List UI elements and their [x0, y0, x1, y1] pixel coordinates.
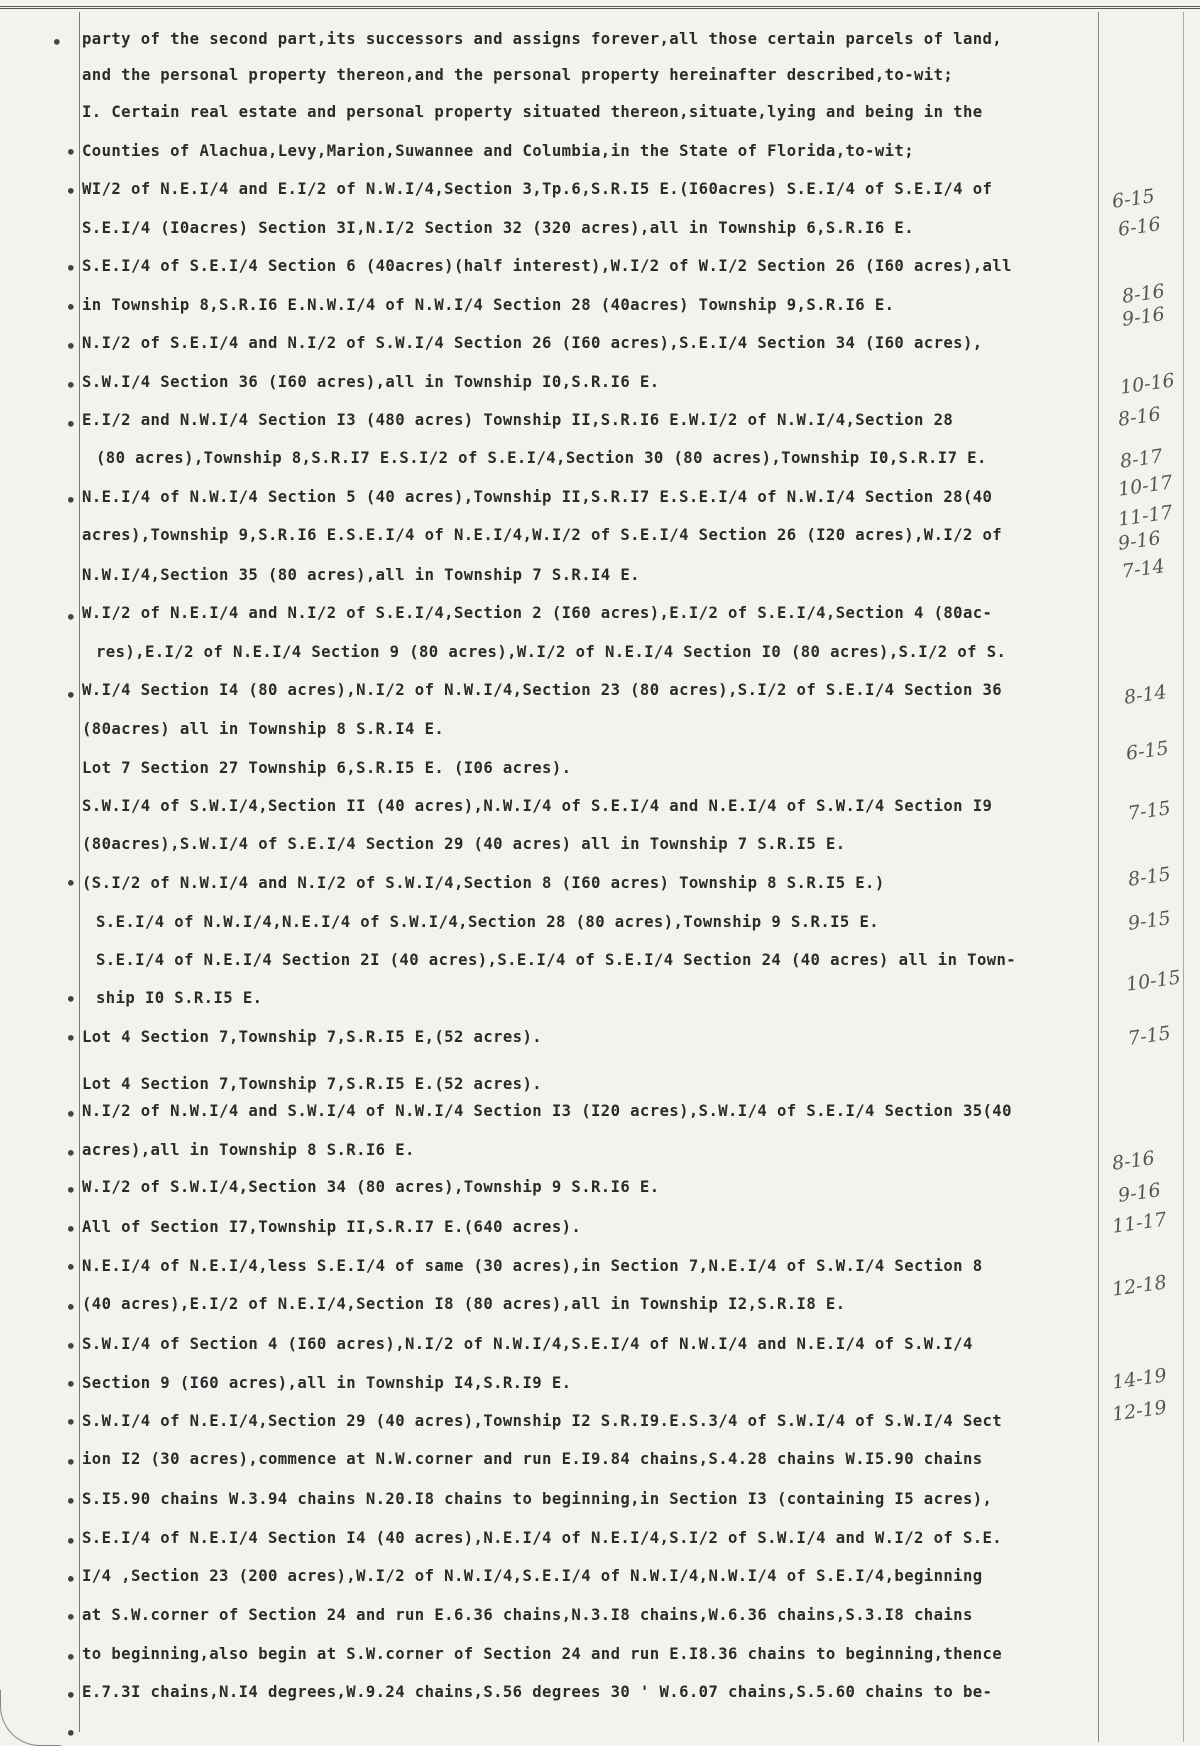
- margin-dot: •: [66, 686, 76, 705]
- margin-dot: •: [66, 143, 76, 162]
- text-line: S.E.I/4 (I0acres) Section 3I,N.I/2 Section 32 (320 acres),all in Township 6,S.R.I6 E.: [82, 219, 914, 237]
- text-line: party of the second part,its successors and assigns forever,all those certain parcels of land,: [82, 30, 1003, 48]
- text-line: and the personal property thereon,and the personal property hereinafter described,to-wit;: [82, 66, 954, 84]
- text-line: I/4 ,Section 23 (200 acres),W.I/2 of N.W.I/4,S.E.I/4 of N.W.I/4,N.W.I/4 of S.E.I/4,beginning: [82, 1567, 983, 1585]
- margin-dot: •: [52, 33, 62, 52]
- margin-dot: •: [66, 1298, 76, 1317]
- margin-dot: •: [66, 990, 76, 1009]
- margin-dot: •: [66, 1453, 76, 1472]
- margin-dot: •: [66, 491, 76, 510]
- text-line: (S.I/2 of N.W.I/4 and N.I/2 of S.W.I/4,Section 8 (I60 acres) Township 8 S.R.I5 E.): [82, 874, 885, 892]
- text-line: S.W.I/4 of S.W.I/4,Section II (40 acres),N.W.I/4 of S.E.I/4 and N.E.I/4 of S.W.I/4 Section I9: [82, 797, 993, 815]
- text-line: Lot 7 Section 27 Township 6,S.R.I5 E. (I06 acres).: [82, 759, 572, 777]
- text-line: Section 9 (I60 acres),all in Township I4,S.R.I9 E.: [82, 1374, 572, 1392]
- text-line: N.I/2 of N.W.I/4 and S.W.I/4 of N.W.I/4 Section I3 (I20 acres),S.W.I/4 of S.E.I/4 Section 35(40: [82, 1102, 1012, 1120]
- text-line: Lot 4 Section 7,Township 7,S.R.I5 E,(52 acres).: [82, 1028, 543, 1046]
- margin-note: 8-16: [1120, 280, 1167, 308]
- margin-note: 6-15: [1124, 737, 1171, 765]
- text-line: S.I5.90 chains W.3.94 chains N.20.I8 chains to beginning,in Section I3 (containing I5 acres),: [82, 1490, 993, 1508]
- margin-dot: •: [66, 1413, 76, 1432]
- margin-dot: •: [66, 1375, 76, 1394]
- margin-note: 8-14: [1122, 681, 1169, 709]
- text-line: acres),Township 9,S.R.I6 E.S.E.I/4 of N.E.I/4,W.I/2 of S.E.I/4 Section 26 (I20 acres),W.I/2 of: [82, 526, 1003, 544]
- text-line: (80acres),S.W.I/4 of S.E.I/4 Section 29 (40 acres) all in Township 7 S.R.I5 E.: [82, 835, 846, 853]
- margin-dot: •: [66, 1492, 76, 1511]
- text-line: S.E.I/4 of S.E.I/4 Section 6 (40acres)(half interest),W.I/2 of W.I/2 Section 26 (I60 acres),all: [82, 257, 1012, 275]
- margin-note: 10-15: [1124, 966, 1183, 996]
- margin-note: 8-16: [1116, 403, 1163, 431]
- margin-dot: •: [66, 1029, 76, 1048]
- margin-dot: •: [66, 1570, 76, 1589]
- margin-dot: •: [66, 1686, 76, 1705]
- text-line: S.W.I/4 of Section 4 (I60 acres),N.I/2 of N.W.I/4,S.E.I/4 of N.W.I/4 and N.E.I/4 of S.W.I/4: [82, 1335, 973, 1353]
- text-line: W.I/2 of N.E.I/4 and N.I/2 of S.E.I/4,Section 2 (I60 acres),E.I/2 of S.E.I/4,Section 4 (80ac-: [82, 604, 993, 622]
- text-line: Counties of Alachua,Levy,Marion,Suwannee and Columbia,in the State of Florida,to-wit;: [82, 142, 914, 160]
- text-line: (40 acres),E.I/2 of N.E.I/4,Section I8 (80 acres),all in Township I2,S.R.I8 E.: [82, 1295, 846, 1313]
- margin-dot: •: [66, 608, 76, 627]
- margin-dot: •: [66, 1181, 76, 1200]
- text-line: W.I/2 of S.W.I/4,Section 34 (80 acres),Township 9 S.R.I6 E.: [82, 1178, 660, 1196]
- margin-note: 7-15: [1126, 1022, 1173, 1050]
- margin-dot: •: [66, 298, 76, 317]
- margin-dot: •: [66, 1532, 76, 1551]
- text-line: S.W.I/4 of N.E.I/4,Section 29 (40 acres),Township I2 S.R.I9.E.S.3/4 of S.W.I/4 of S.W.I/4 Sect: [82, 1412, 1003, 1430]
- text-line: at S.W.corner of Section 24 and run E.6.36 chains,N.3.I8 chains,W.6.36 chains,S.3.I8 chains: [82, 1606, 973, 1624]
- text-line: I. Certain real estate and personal property situated thereon,situate,lying and being in the: [82, 103, 983, 121]
- margin-dot: •: [66, 1144, 76, 1163]
- margin-note: 14-19: [1110, 1364, 1169, 1394]
- text-line: (80 acres),Township 8,S.R.I7 E.S.I/2 of S.E.I/4,Section 30 (80 acres),Township I0,S.R.I7 E.: [96, 449, 987, 467]
- text-line: N.W.I/4,Section 35 (80 acres),all in Township 7 S.R.I4 E.: [82, 566, 640, 584]
- left-margin-rule: [79, 12, 80, 1732]
- text-line: WI/2 of N.E.I/4 and E.I/2 of N.W.I/4,Section 3,Tp.6,S.R.I5 E.(I60acres) S.E.I/4 of S.E.I/4 of: [82, 180, 993, 198]
- text-line: ship I0 S.R.I5 E.: [96, 989, 263, 1007]
- margin-note: 9-15: [1126, 907, 1173, 935]
- top-double-rule: [0, 6, 1200, 9]
- text-line: All of Section I7,Township II,S.R.I7 E.(640 acres).: [82, 1218, 582, 1236]
- page-corner-curve: [0, 1690, 61, 1746]
- outer-right-rule: [1183, 12, 1184, 1742]
- margin-dot: •: [66, 376, 76, 395]
- margin-note: 7-14: [1120, 555, 1167, 583]
- margin-note: 9-16: [1116, 1179, 1163, 1207]
- margin-note: 9-16: [1116, 527, 1163, 555]
- text-line: S.E.I/4 of N.W.I/4,N.E.I/4 of S.W.I/4,Section 28 (80 acres),Township 9 S.R.I5 E.: [96, 913, 880, 931]
- text-line: in Township 8,S.R.I6 E.N.W.I/4 of N.W.I/4 Section 28 (40acres) Township 9,S.R.I6 E.: [82, 296, 895, 314]
- text-line: N.E.I/4 of N.E.I/4,less S.E.I/4 of same (30 acres),in Section 7,N.E.I/4 of S.W.I/4 Section 8: [82, 1257, 983, 1275]
- margin-note: 8-17: [1118, 445, 1165, 473]
- text-line: ion I2 (30 acres),commence at N.W.corner and run E.I9.84 chains,S.4.28 chains W.I5.90 chains: [82, 1450, 983, 1468]
- text-line: S.E.I/4 of N.E.I/4 Section 2I (40 acres),S.E.I/4 of S.E.I/4 Section 24 (40 acres) all in Town-: [96, 951, 1017, 969]
- text-line: (80acres) all in Township 8 S.R.I4 E.: [82, 720, 445, 738]
- margin-dot: •: [66, 415, 76, 434]
- text-line: N.E.I/4 of N.W.I/4 Section 5 (40 acres),Township II,S.R.I7 E.S.E.I/4 of N.W.I/4 Section 28(40: [82, 488, 993, 506]
- margin-note: 7-15: [1126, 797, 1173, 825]
- margin-note: 11-17: [1110, 1208, 1169, 1238]
- margin-note: 10-16: [1118, 369, 1177, 399]
- margin-dot: •: [66, 1724, 76, 1743]
- text-line: W.I/4 Section I4 (80 acres),N.I/2 of N.W.I/4,Section 23 (80 acres),S.I/2 of S.E.I/4 Section 36: [82, 681, 1003, 699]
- margin-dot: •: [66, 874, 76, 893]
- margin-dot: •: [66, 1337, 76, 1356]
- margin-note: 6-16: [1116, 213, 1163, 241]
- text-line: N.I/2 of S.E.I/4 and N.I/2 of S.W.I/4 Section 26 (I60 acres),S.E.I/4 Section 34 (I60 acres),: [82, 334, 983, 352]
- text-line: E.I/2 and N.W.I/4 Section I3 (480 acres) Township II,S.R.I6 E.W.I/2 of N.W.I/4,Section 28: [82, 411, 954, 429]
- margin-dot: •: [66, 1648, 76, 1667]
- right-margin-rule: [1098, 12, 1099, 1742]
- margin-dot: •: [66, 1220, 76, 1239]
- margin-note: 8-15: [1126, 863, 1173, 891]
- margin-dot: •: [66, 259, 76, 278]
- margin-note: 12-19: [1110, 1396, 1169, 1426]
- margin-note: 9-16: [1120, 303, 1167, 331]
- margin-dot: •: [66, 1608, 76, 1627]
- margin-dot: •: [66, 1258, 76, 1277]
- margin-note: 10-17: [1116, 471, 1175, 501]
- margin-dot: •: [66, 337, 76, 356]
- text-line: E.7.3I chains,N.I4 degrees,W.9.24 chains,S.56 degrees 30 ' W.6.07 chains,S.5.60 chains to be-: [82, 1683, 993, 1701]
- margin-note: 6-15: [1110, 185, 1157, 213]
- text-line: Lot 4 Section 7,Township 7,S.R.I5 E.(52 acres).: [82, 1075, 543, 1093]
- margin-note: 12-18: [1110, 1271, 1169, 1301]
- text-line: acres),all in Township 8 S.R.I6 E.: [82, 1141, 415, 1159]
- text-line: to beginning,also begin at S.W.corner of Section 24 and run E.I8.36 chains to beginning,thence: [82, 1645, 1003, 1663]
- margin-dot: •: [66, 1105, 76, 1124]
- margin-dot: •: [66, 182, 76, 201]
- text-line: S.W.I/4 Section 36 (I60 acres),all in Township I0,S.R.I6 E.: [82, 373, 660, 391]
- text-line: res),E.I/2 of N.E.I/4 Section 9 (80 acres),W.I/2 of N.E.I/4 Section I0 (80 acres),S.I/2 of S.: [96, 643, 1007, 661]
- margin-note: 8-16: [1110, 1147, 1157, 1175]
- text-line: S.E.I/4 of N.E.I/4 Section I4 (40 acres),N.E.I/4 of N.E.I/4,S.I/2 of S.W.I/4 and W.I/2 of S.E.: [82, 1529, 1003, 1547]
- margin-note: 11-17: [1116, 501, 1175, 531]
